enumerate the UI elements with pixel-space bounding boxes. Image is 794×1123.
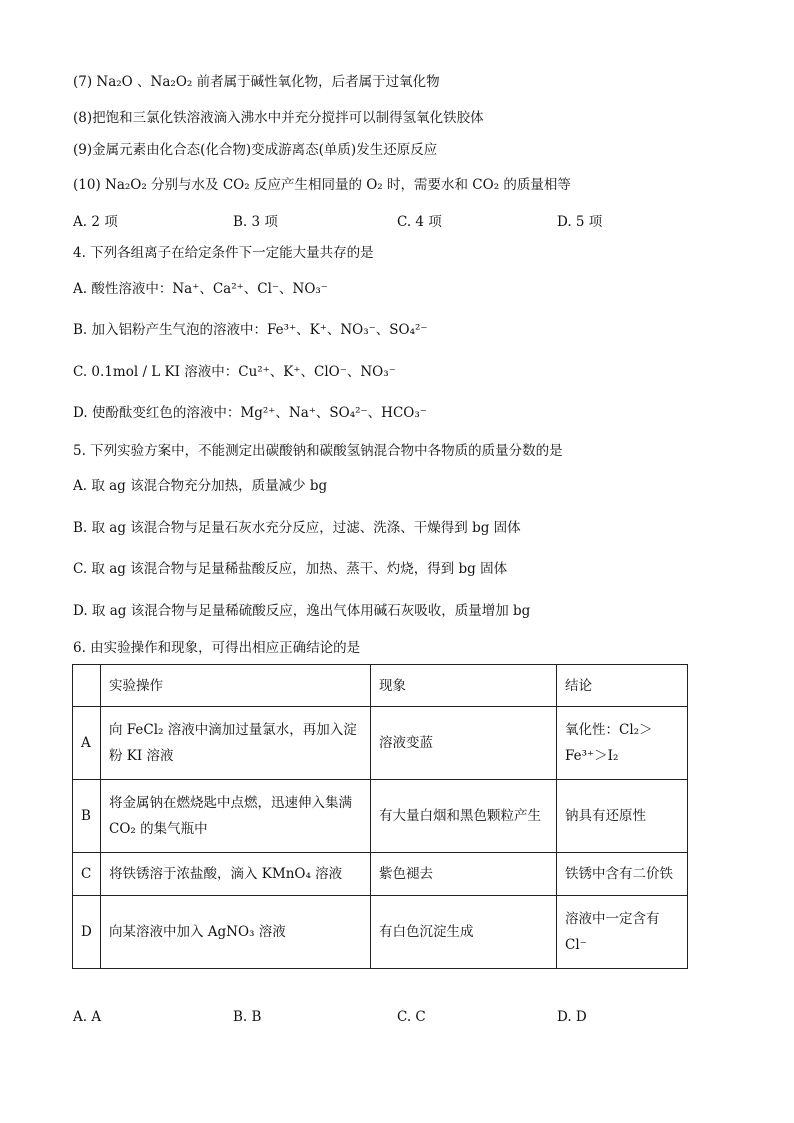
row-conclusion: 溶液中一定含有 Cl⁻ <box>557 896 688 969</box>
row-label: D <box>73 896 101 969</box>
statement-10: (10) Na₂O₂ 分别与水及 CO₂ 反应产生相同量的 O₂ 时，需要水和 CO₂ 的质量相等 <box>73 177 571 193</box>
header-label <box>73 665 101 707</box>
q5-stem: 5. 下列实验方案中，不能测定出碳酸钠和碳酸氢钠混合物中各物质的质量分数的是 <box>73 443 563 459</box>
q3-option-a[interactable]: A. 2 项 <box>73 214 118 230</box>
header-phenomenon: 现象 <box>371 665 557 707</box>
row-label: B <box>73 780 101 853</box>
table-row <box>73 707 688 780</box>
q4-option-d[interactable]: D. 使酚酞变红色的溶液中：Mg²⁺、Na⁺、SO₄²⁻、HCO₃⁻ <box>73 405 427 421</box>
header-conclusion: 结论 <box>557 665 688 707</box>
row-phenomenon: 有白色沉淀生成 <box>371 896 557 969</box>
table-header-row <box>73 665 688 707</box>
statement-7: (7) Na₂O 、Na₂O₂ 前者属于碱性氧化物，后者属于过氧化物 <box>73 74 440 90</box>
q6-stem: 6. 由实验操作和现象，可得出相应正确结论的是 <box>73 640 361 656</box>
q5-option-a[interactable]: A. 取 ag 该混合物充分加热，质量减少 bg <box>73 478 328 494</box>
header-operation: 实验操作 <box>101 665 371 707</box>
row-conclusion: 氧化性：Cl₂＞Fe³⁺＞I₂ <box>557 707 688 780</box>
q4-option-a[interactable]: A. 酸性溶液中：Na⁺、Ca²⁺、Cl⁻、NO₃⁻ <box>73 281 328 297</box>
q3-option-b[interactable]: B. 3 项 <box>233 214 278 230</box>
q3-option-d[interactable]: D. 5 项 <box>557 214 603 230</box>
row-phenomenon: 紫色褪去 <box>371 853 557 896</box>
q3-options <box>73 212 713 232</box>
table-row <box>73 780 688 853</box>
q4-stem: 4. 下列各组离子在给定条件下一定能大量共存的是 <box>73 245 374 261</box>
q6-options <box>73 1007 713 1027</box>
row-phenomenon: 有大量白烟和黑色颗粒产生 <box>371 780 557 853</box>
q5-option-c[interactable]: C. 取 ag 该混合物与足量稀盐酸反应，加热、蒸干、灼烧，得到 bg 固体 <box>73 561 508 577</box>
experiment-table <box>72 664 688 969</box>
row-operation: 将铁锈溶于浓盐酸，滴入 KMnO₄ 溶液 <box>101 853 371 896</box>
row-conclusion: 钠具有还原性 <box>557 780 688 853</box>
q5-option-d[interactable]: D. 取 ag 该混合物与足量稀硫酸反应，逸出气体用碱石灰吸收，质量增加 bg <box>73 603 531 619</box>
row-label: A <box>73 707 101 780</box>
statement-9: (9)金属元素由化合态(化合物)变成游离态(单质)发生还原反应 <box>73 142 438 158</box>
table-row <box>73 853 688 896</box>
row-phenomenon: 溶液变蓝 <box>371 707 557 780</box>
q6-option-c[interactable]: C. C <box>397 1009 426 1025</box>
row-operation: 向 FeCl₂ 溶液中滴加过量氯水，再加入淀粉 KI 溶液 <box>101 707 371 780</box>
statement-8: (8)把饱和三氯化铁溶液滴入沸水中并充分搅拌可以制得氢氧化铁胶体 <box>73 110 484 126</box>
q4-option-c[interactable]: C. 0.1mol / L KI 溶液中：Cu²⁺、K⁺、ClO⁻、NO₃⁻ <box>73 364 396 380</box>
table-row <box>73 896 688 969</box>
row-conclusion: 铁锈中含有二价铁 <box>557 853 688 896</box>
q3-option-c[interactable]: C. 4 项 <box>397 214 442 230</box>
row-operation: 向某溶液中加入 AgNO₃ 溶液 <box>101 896 371 969</box>
row-operation: 将金属钠在燃烧匙中点燃，迅速伸入集满 CO₂ 的集气瓶中 <box>101 780 371 853</box>
q6-option-a[interactable]: A. A <box>73 1009 102 1025</box>
q5-option-b[interactable]: B. 取 ag 该混合物与足量石灰水充分反应，过滤、洗涤、干燥得到 bg 固体 <box>73 520 521 536</box>
q4-option-b[interactable]: B. 加入铝粉产生气泡的溶液中：Fe³⁺、K⁺、NO₃⁻、SO₄²⁻ <box>73 322 428 338</box>
row-label: C <box>73 853 101 896</box>
q6-option-b[interactable]: B. B <box>233 1009 262 1025</box>
q6-option-d[interactable]: D. D <box>557 1009 587 1025</box>
